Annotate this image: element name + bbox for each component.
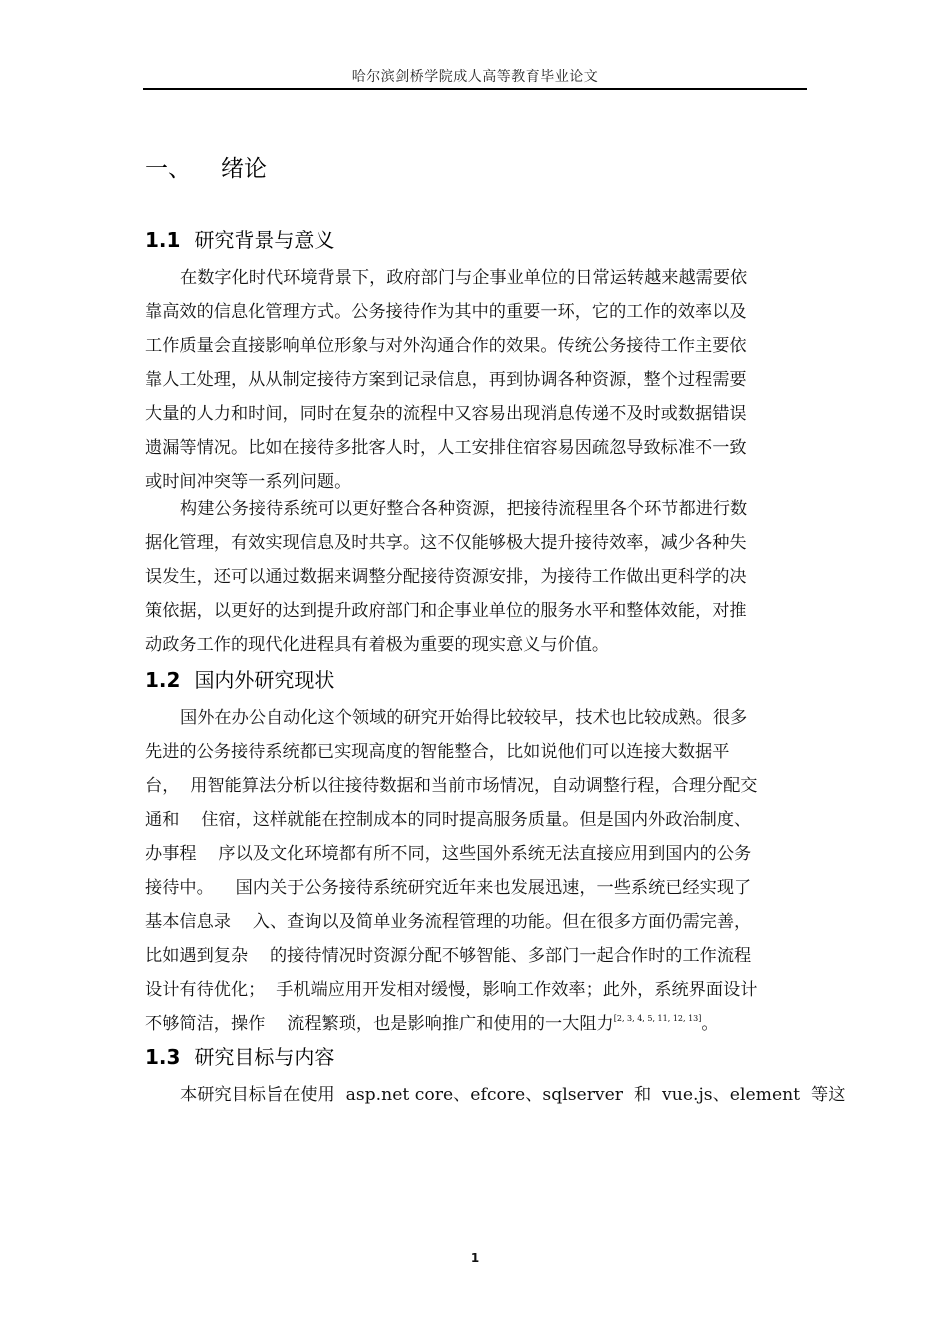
- text-line: 台， 用智能算法分析以往接待数据和当前市场情况，自动调整行程，合理分配交: [145, 776, 758, 796]
- text-line: 比如遇到复杂 的接待情况时资源分配不够智能、多部门一起合作时的工作流程: [145, 946, 752, 966]
- chapter-title: 绪论: [221, 156, 267, 182]
- text-line: 接待中。 国内关于公务接待系统研究近年来也发展迅速，一些系统已经实现了: [145, 878, 752, 898]
- text-line: 靠人工处理，从从制定接待方案到记录信息，再到协调各种资源，整个过程需要: [145, 370, 747, 390]
- text-line: 误发生，还可以通过数据来调整分配接待资源安排，为接待工作做出更科学的决: [145, 567, 747, 587]
- section-title: 研究背景与意义: [194, 228, 335, 252]
- text-line: 或时间冲突等一系列问题。: [145, 472, 352, 492]
- text-line: 靠高效的信息化管理方式。公务接待作为其中的重要一环，它的工作的效率以及: [145, 302, 747, 322]
- text-line: 本研究目标旨在使用 asp.net core、efcore、sqlserver 和 vue.js、element 等这: [180, 1085, 846, 1105]
- text-line: 基本信息录 入、查询以及简单业务流程管理的功能。但在很多方面仍需完善，: [145, 912, 752, 932]
- paragraph-background-2: [145, 492, 825, 662]
- text-line: 大量的人力和时间，同时在复杂的流程中又容易出现消息传递不及时或数据错误: [145, 404, 747, 424]
- text-span: 不够简洁，操作 流程繁琐，也是影响推广和使用的一大阻力: [145, 1014, 614, 1034]
- paragraph-research-goals: [145, 1078, 846, 1112]
- text-span: 。: [701, 1014, 719, 1034]
- section-number: 1.3: [145, 1045, 181, 1069]
- text-line: 动政务工作的现代化进程具有着极为重要的现实意义与价值。: [145, 635, 610, 655]
- text-line: 设计有待优化； 手机端应用开发相对缓慢，影响工作效率；此外，系统界面设计: [145, 980, 758, 1000]
- section-number: 1.2: [145, 668, 181, 692]
- citation-reference[interactable]: [2, 3, 4, 5, 11, 12, 13]: [613, 1014, 702, 1023]
- text-line: 遗漏等情况。比如在接待多批客人时，人工安排住宿容易因疏忽导致标准不一致: [145, 438, 747, 458]
- chapter-heading: [145, 150, 267, 183]
- running-header: 哈尔滨剑桥学院成人高等教育毕业论文: [351, 69, 599, 85]
- section-number: 1.1: [145, 228, 181, 252]
- section-heading-1-3: [145, 1041, 334, 1070]
- text-line: 先进的公务接待系统都已实现高度的智能整合，比如说他们可以连接大数据平: [145, 742, 730, 762]
- header-rule: [143, 88, 807, 90]
- text-line: 工作质量会直接影响单位形象与对外沟通合作的效果。传统公务接待工作主要依: [145, 336, 747, 356]
- section-heading-1-2: [145, 664, 334, 693]
- text-line: 在数字化时代环境背景下，政府部门与企事业单位的日常运转越来越需要依: [180, 268, 748, 288]
- paragraph-research-status: [145, 701, 825, 1041]
- paragraph-background-1: [145, 261, 825, 499]
- section-heading-1-1: [145, 224, 334, 253]
- text-line: 策依据，以更好的达到提升政府部门和企事业单位的服务水平和整体效能，对推: [145, 601, 747, 621]
- text-line: 通和 住宿，这样就能在控制成本的同时提高服务质量。但是国内外政治制度、: [145, 810, 752, 830]
- text-line: 据化管理，有效实现信息及时共享。这不仅能够极大提升接待效率，减少各种失: [145, 533, 747, 553]
- section-title: 研究目标与内容: [194, 1045, 335, 1069]
- page-number: 1: [470, 1251, 480, 1265]
- section-title: 国内外研究现状: [194, 668, 335, 692]
- text-line: [145, 1007, 825, 1041]
- text-line: 国外在办公自动化这个领域的研究开始得比较较早，技术也比较成熟。很多: [180, 708, 748, 728]
- text-line: 办事程 序以及文化环境都有所不同，这些国外系统无法直接应用到国内的公务: [145, 844, 752, 864]
- chapter-number: 一、: [145, 156, 191, 182]
- text-line: 构建公务接待系统可以更好整合各种资源，把接待流程里各个环节都进行数: [180, 499, 748, 519]
